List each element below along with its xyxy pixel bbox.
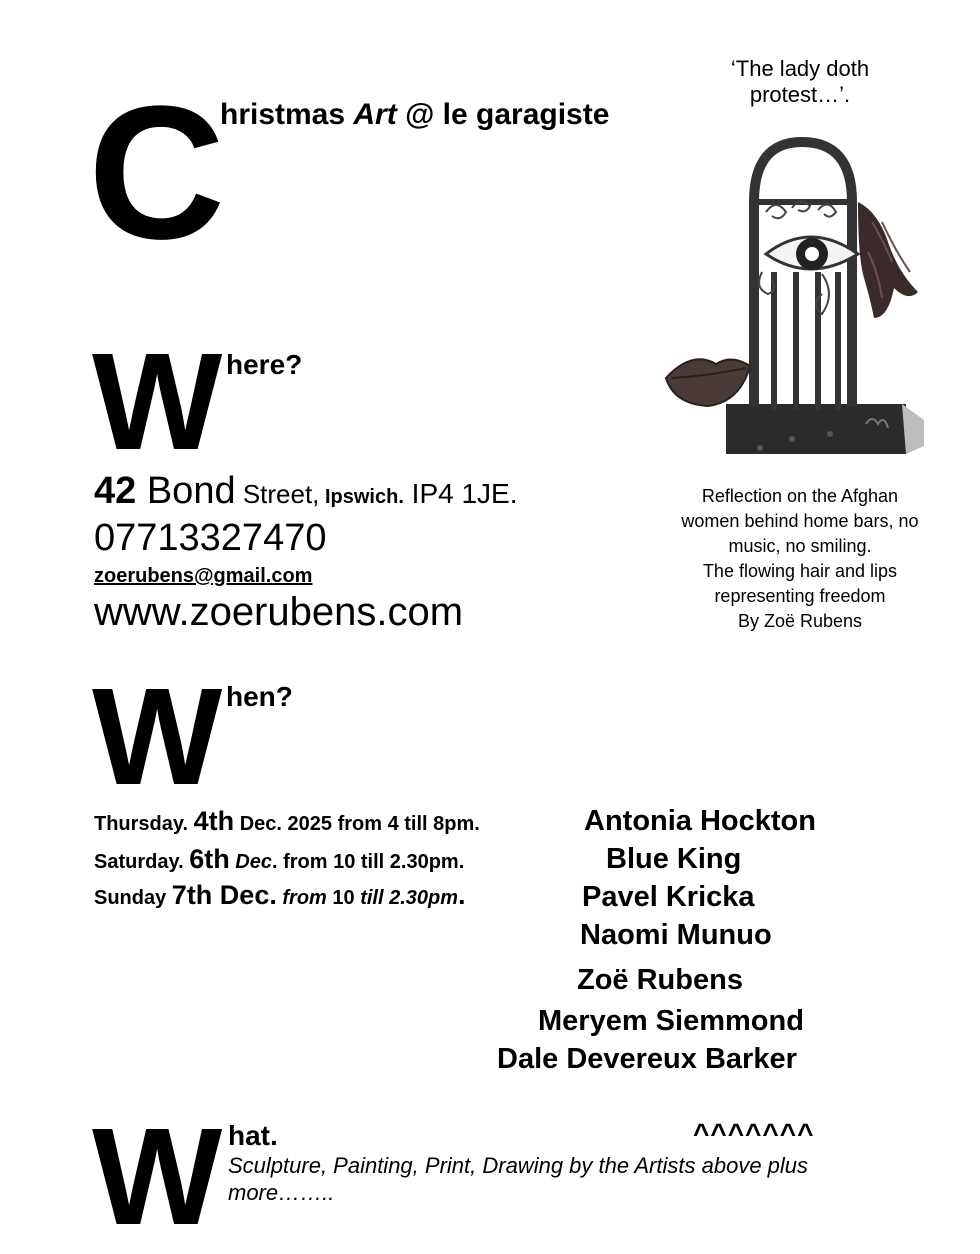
website-link[interactable]: www.zoerubens.com bbox=[94, 590, 464, 634]
day3-start: 10 bbox=[326, 887, 361, 909]
caption-line: By Zoë Rubens bbox=[737, 611, 863, 631]
artist-name: Dale Devereux Barker bbox=[497, 1043, 797, 1075]
day1-weekday: Thursday. bbox=[94, 813, 194, 835]
artwork-title: ‘The lady doth protest…’. bbox=[730, 56, 870, 107]
day3-weekday: Sunday bbox=[94, 887, 172, 909]
title-initial-c: C bbox=[88, 67, 222, 279]
flowing-hair bbox=[858, 202, 918, 318]
address-city: Ipswich. bbox=[319, 486, 404, 508]
day3-end: till 2.30pm bbox=[360, 887, 459, 909]
address-name: Bond bbox=[136, 470, 236, 512]
email-link[interactable]: zoerubens@gmail.com bbox=[94, 565, 313, 587]
lips bbox=[666, 359, 750, 406]
where-heading: here? bbox=[226, 349, 303, 380]
caption-line: music, no smiling. bbox=[728, 536, 872, 556]
caption-line: women behind home bars, no bbox=[681, 511, 919, 531]
title-text-art: Art bbox=[353, 98, 397, 131]
day2-month: Dec bbox=[229, 851, 272, 873]
address bbox=[94, 470, 518, 513]
where-initial-w: W bbox=[92, 325, 223, 479]
artist-name: Antonia Hockton bbox=[584, 805, 816, 837]
caret-marks: ^^^^^^^ bbox=[693, 1118, 815, 1149]
address-postcode: IP4 1JE. bbox=[403, 478, 518, 509]
day3-period: . bbox=[458, 880, 466, 910]
day3-from: from bbox=[276, 887, 327, 909]
date-line-sunday bbox=[94, 880, 466, 911]
when-initial-w: W bbox=[92, 660, 223, 814]
sculpture-photo bbox=[662, 132, 940, 466]
caption-line: representing freedom bbox=[714, 586, 886, 606]
day2-date: 6th bbox=[189, 844, 230, 874]
what-heading: hat. bbox=[228, 1120, 278, 1151]
date-line-thursday bbox=[94, 806, 480, 837]
day2-weekday: Saturday. bbox=[94, 851, 190, 873]
day1-time: Dec. 2025 from 4 till 8pm. bbox=[234, 813, 480, 835]
exhibition-title bbox=[220, 98, 609, 132]
date-line-saturday bbox=[94, 844, 464, 875]
title-text-part1: hristmas bbox=[220, 98, 354, 131]
day1-date: 4th bbox=[193, 806, 235, 836]
artist-name: Pavel Kricka bbox=[582, 881, 755, 913]
day2-time: . from 10 till 2.30pm. bbox=[271, 851, 465, 873]
artwork-caption bbox=[660, 484, 940, 634]
title-text-part2: @ le garagiste bbox=[396, 98, 610, 131]
artist-name: Meryem Siemmond bbox=[538, 1005, 804, 1037]
what-description: Sculpture, Painting, Print, Drawing by the Artists above plus more…….. bbox=[228, 1153, 809, 1205]
caption-line: The flowing hair and lips bbox=[702, 561, 898, 581]
what-initial-w: W bbox=[92, 1100, 223, 1254]
artist-name: Zoë Rubens bbox=[577, 964, 743, 996]
address-number: 42 bbox=[94, 470, 137, 512]
artist-name: Blue King bbox=[606, 843, 742, 875]
when-heading: hen? bbox=[226, 681, 293, 712]
artist-name: Naomi Munuo bbox=[580, 919, 772, 951]
day3-date: 7th Dec. bbox=[171, 880, 277, 910]
address-street: Street, bbox=[235, 479, 320, 509]
sculpture-base bbox=[726, 404, 906, 454]
caption-line: Reflection on the Afghan bbox=[701, 486, 899, 506]
phone-number: 07713327470 bbox=[94, 517, 327, 559]
